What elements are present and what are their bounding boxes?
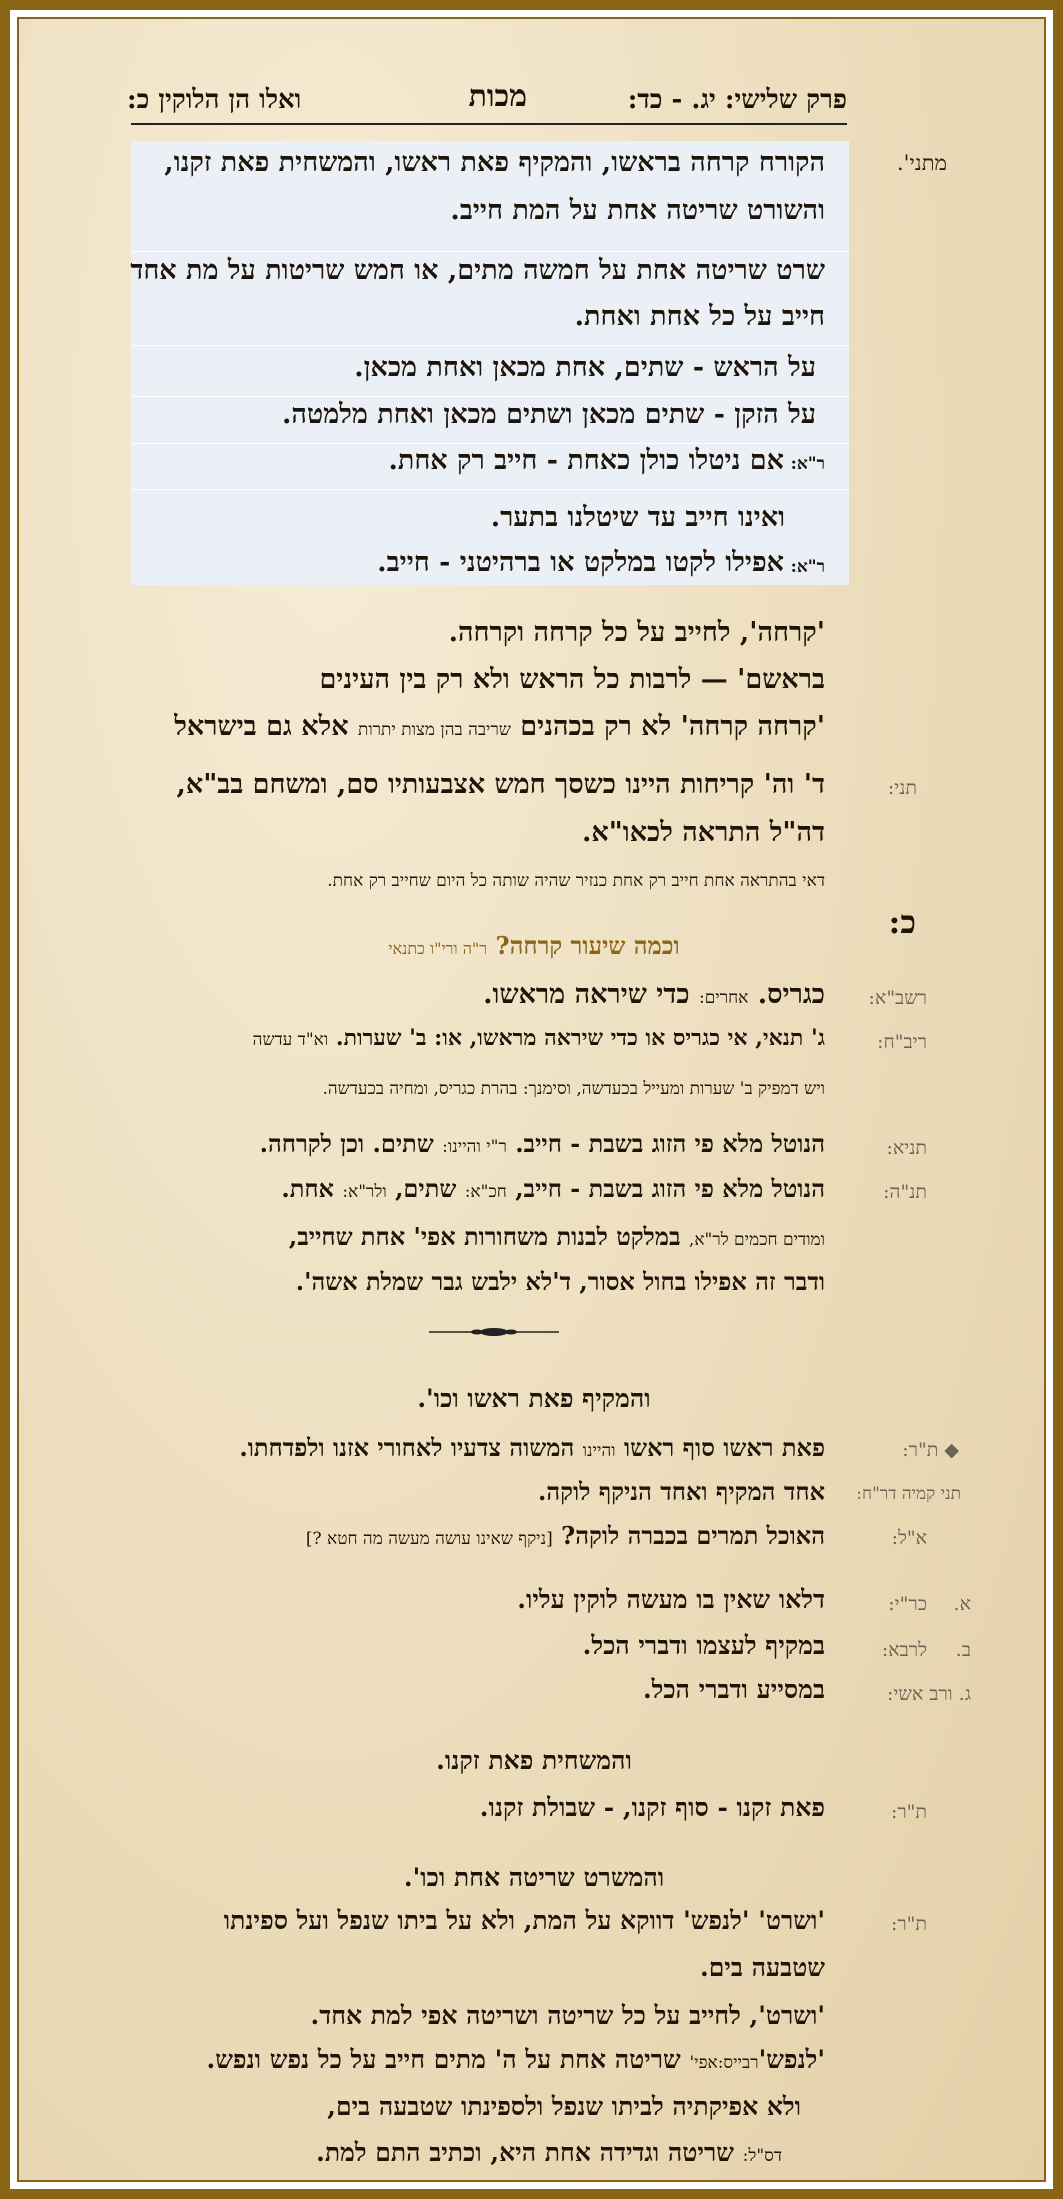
shiur-title: וכמה שיעור קרחה? ר"ה ורי"ו כתנאי: [388, 931, 680, 960]
mishna-line: הקורח קרחה בראשו, והמקיף פאת ראשו, והמשחית פאת זקנו,: [164, 147, 825, 178]
makif-tr-line: פאת ראשו סוף ראשו והיינו המשוה צדעיו לאחורי אזנו ולפדחתו.: [239, 1433, 825, 1462]
rivah-label: ריב"ח:: [877, 1031, 927, 1053]
tanya-line: הנוטל מלא פי הזוג בשבת - חייב. ר"י והיינו: שתים. וכן לקרחה.: [259, 1129, 825, 1158]
header-section: ואלו הן הלוקין כ:: [127, 85, 302, 115]
answer-a-label: א.: [953, 1593, 971, 1615]
tani-note: דאי בהתראה אחת חייב רק אחת כנזיר שהיה שותה כל היום שחייב רק אחת.: [327, 871, 825, 891]
answer-g-line: במסייע ודברי הכל.: [642, 1675, 825, 1704]
header-rule: [131, 123, 847, 125]
modim-line: ומודים חכמים לר"א, במלקט לבנות משחורות אפי' אחת שחייב,: [288, 1222, 825, 1251]
answer-b-label: ב.: [955, 1639, 971, 1661]
answer-b-who: לרבא:: [881, 1639, 927, 1661]
makif-al-line: האוכל תמרים בכברה לוקה? [ניקף שאינו עושה מעשה מה חטא ?]: [305, 1521, 825, 1550]
rivah-note: ויש דמפיק ב' שערות ומעייל בכעדשה, וסימנך: בהרת כגריס, ומחיה בכעדשה.: [322, 1079, 825, 1099]
header-tractate: מכות: [468, 79, 527, 114]
mashchit-tr-label: ת"ר:: [890, 1801, 927, 1823]
answer-a-who: כר"י:: [888, 1593, 927, 1615]
mesaret-line: 'ושרט' 'לנפש' דווקא על המת, ולא על ביתו שנפל ועל ספינתו: [223, 1906, 825, 1935]
daf-marker: כ:: [888, 903, 916, 941]
ra-label: ר"א:: [790, 454, 825, 474]
header-chapter: פרק שלישי: יג. - כד:: [627, 85, 847, 115]
mesaret-line: 'לנפש'רבייס:אפי' שריטה אחת על ה' מתים חייב על כל נפש ונפש.: [206, 2045, 825, 2074]
makif-tani-line: אחד המקיף ואחד הניקף לוקה.: [537, 1477, 825, 1506]
derasha-line: 'קרחה', לחייב על כל קרחה וקרחה.: [448, 617, 825, 648]
makif-tr-label: ◆ ת"ר:: [902, 1439, 959, 1461]
tani-line: ד' וה' קריחות היינו כשסך חמש אצבעותיו סם, ומשחם בב"א,: [176, 769, 825, 800]
modim-line: ודבר זה אפילו בחול אסור, ד'לא ילבש גבר שמלת אשה'.: [295, 1267, 825, 1296]
mishna-label: מתני'.: [896, 151, 947, 175]
ra-label: ר"א:: [790, 557, 825, 577]
derasha-line: 'קרחה קרחה' לא רק בכהנים שריבה בהן מצות יתרות אלא גם בישראל: [174, 711, 825, 742]
answer-b-line: במקיף לעצמו ודברי הכל.: [582, 1631, 825, 1660]
derasha-line: בראשם' — לרבות כל הראש ולא רק בין העינים: [319, 664, 825, 695]
mesaret-title: והמשרט שריטה אחת וכו'.: [403, 1863, 665, 1892]
rivah-line: ג' תנאי, אי כגריס או כדי שיראה מראשו, או: ב' שערות. וא"ד עדשה: [252, 1025, 825, 1051]
mishna-line: ואינו חייב עד שיטלנו בתער.: [490, 502, 785, 533]
rashba-line: כגריס. אחרים: כדי שיראה מראשו.: [483, 979, 825, 1010]
mishna-line: שרט שריטה אחת על חמשה מתים, או חמש שריטות על מת אחד: [130, 255, 825, 286]
mishna-line: חייב על כל אחת ואחת.: [574, 301, 825, 332]
mashchit-line: פאת זקנו - סוף זקנו, - שבולת זקנו.: [479, 1793, 825, 1822]
mesaret-tr-label: ת"ר:: [890, 1913, 927, 1935]
rashba-label: רשב"א:: [868, 987, 927, 1009]
mesaret-line: 'ושרט', לחייב על כל שריטה ושריטה אפי למת אחד.: [310, 2001, 825, 2030]
page-header: [127, 77, 847, 127]
answer-g-label: ג. ורב אשי:: [887, 1683, 971, 1705]
tani-label: תני:: [887, 777, 917, 799]
mishna-line: אפילו לקטו במלקט או ברהיטני - חייב.: [377, 547, 784, 578]
mesaret-line: דס"ל: שריטה וגדידה אחת היא, וכתיב התם למת.: [316, 2138, 782, 2167]
makif-tani-label: תני קמיה דר"ח:: [856, 1484, 961, 1504]
page: [17, 17, 1046, 2182]
tannah-line: הנוטל מלא פי הזוג בשבת - חייב, חכ"א: שתים, ולר"א: אחת.: [281, 1174, 825, 1203]
ornament-divider: [429, 1325, 559, 1339]
mishna-line: אם ניטלו כולן כאחת - חייב רק אחת.: [388, 445, 784, 476]
mishna-line: והשורט שריטה אחת על המת חייב.: [450, 195, 825, 226]
makif-al-label: א"ל:: [891, 1527, 927, 1549]
mesaret-line: ולא אפיקתיה לביתו שנפל ולספינתו שטבעה בים,: [327, 2092, 801, 2121]
mishna-line: על הראש - שתים, אחת מכאן ואחת מכאן.: [354, 352, 816, 383]
tani-line: דה"ל התראה לכאו"א.: [581, 817, 825, 848]
makif-title: והמקיף פאת ראשו וכו'.: [417, 1384, 651, 1413]
tanya-label: תניא:: [886, 1137, 927, 1159]
answer-a-line: דלאו שאין בו מעשה לוקין עליו.: [517, 1585, 825, 1614]
tannah-label: תנ"ה:: [883, 1181, 927, 1203]
mesaret-line: שטבעה בים.: [700, 1953, 825, 1982]
mashchit-title: והמשחית פאת זקנו.: [436, 1746, 632, 1775]
mishna-line: על הזקן - שתים מכאן ושתים מכאן ואחת מלמטה.: [281, 399, 816, 430]
